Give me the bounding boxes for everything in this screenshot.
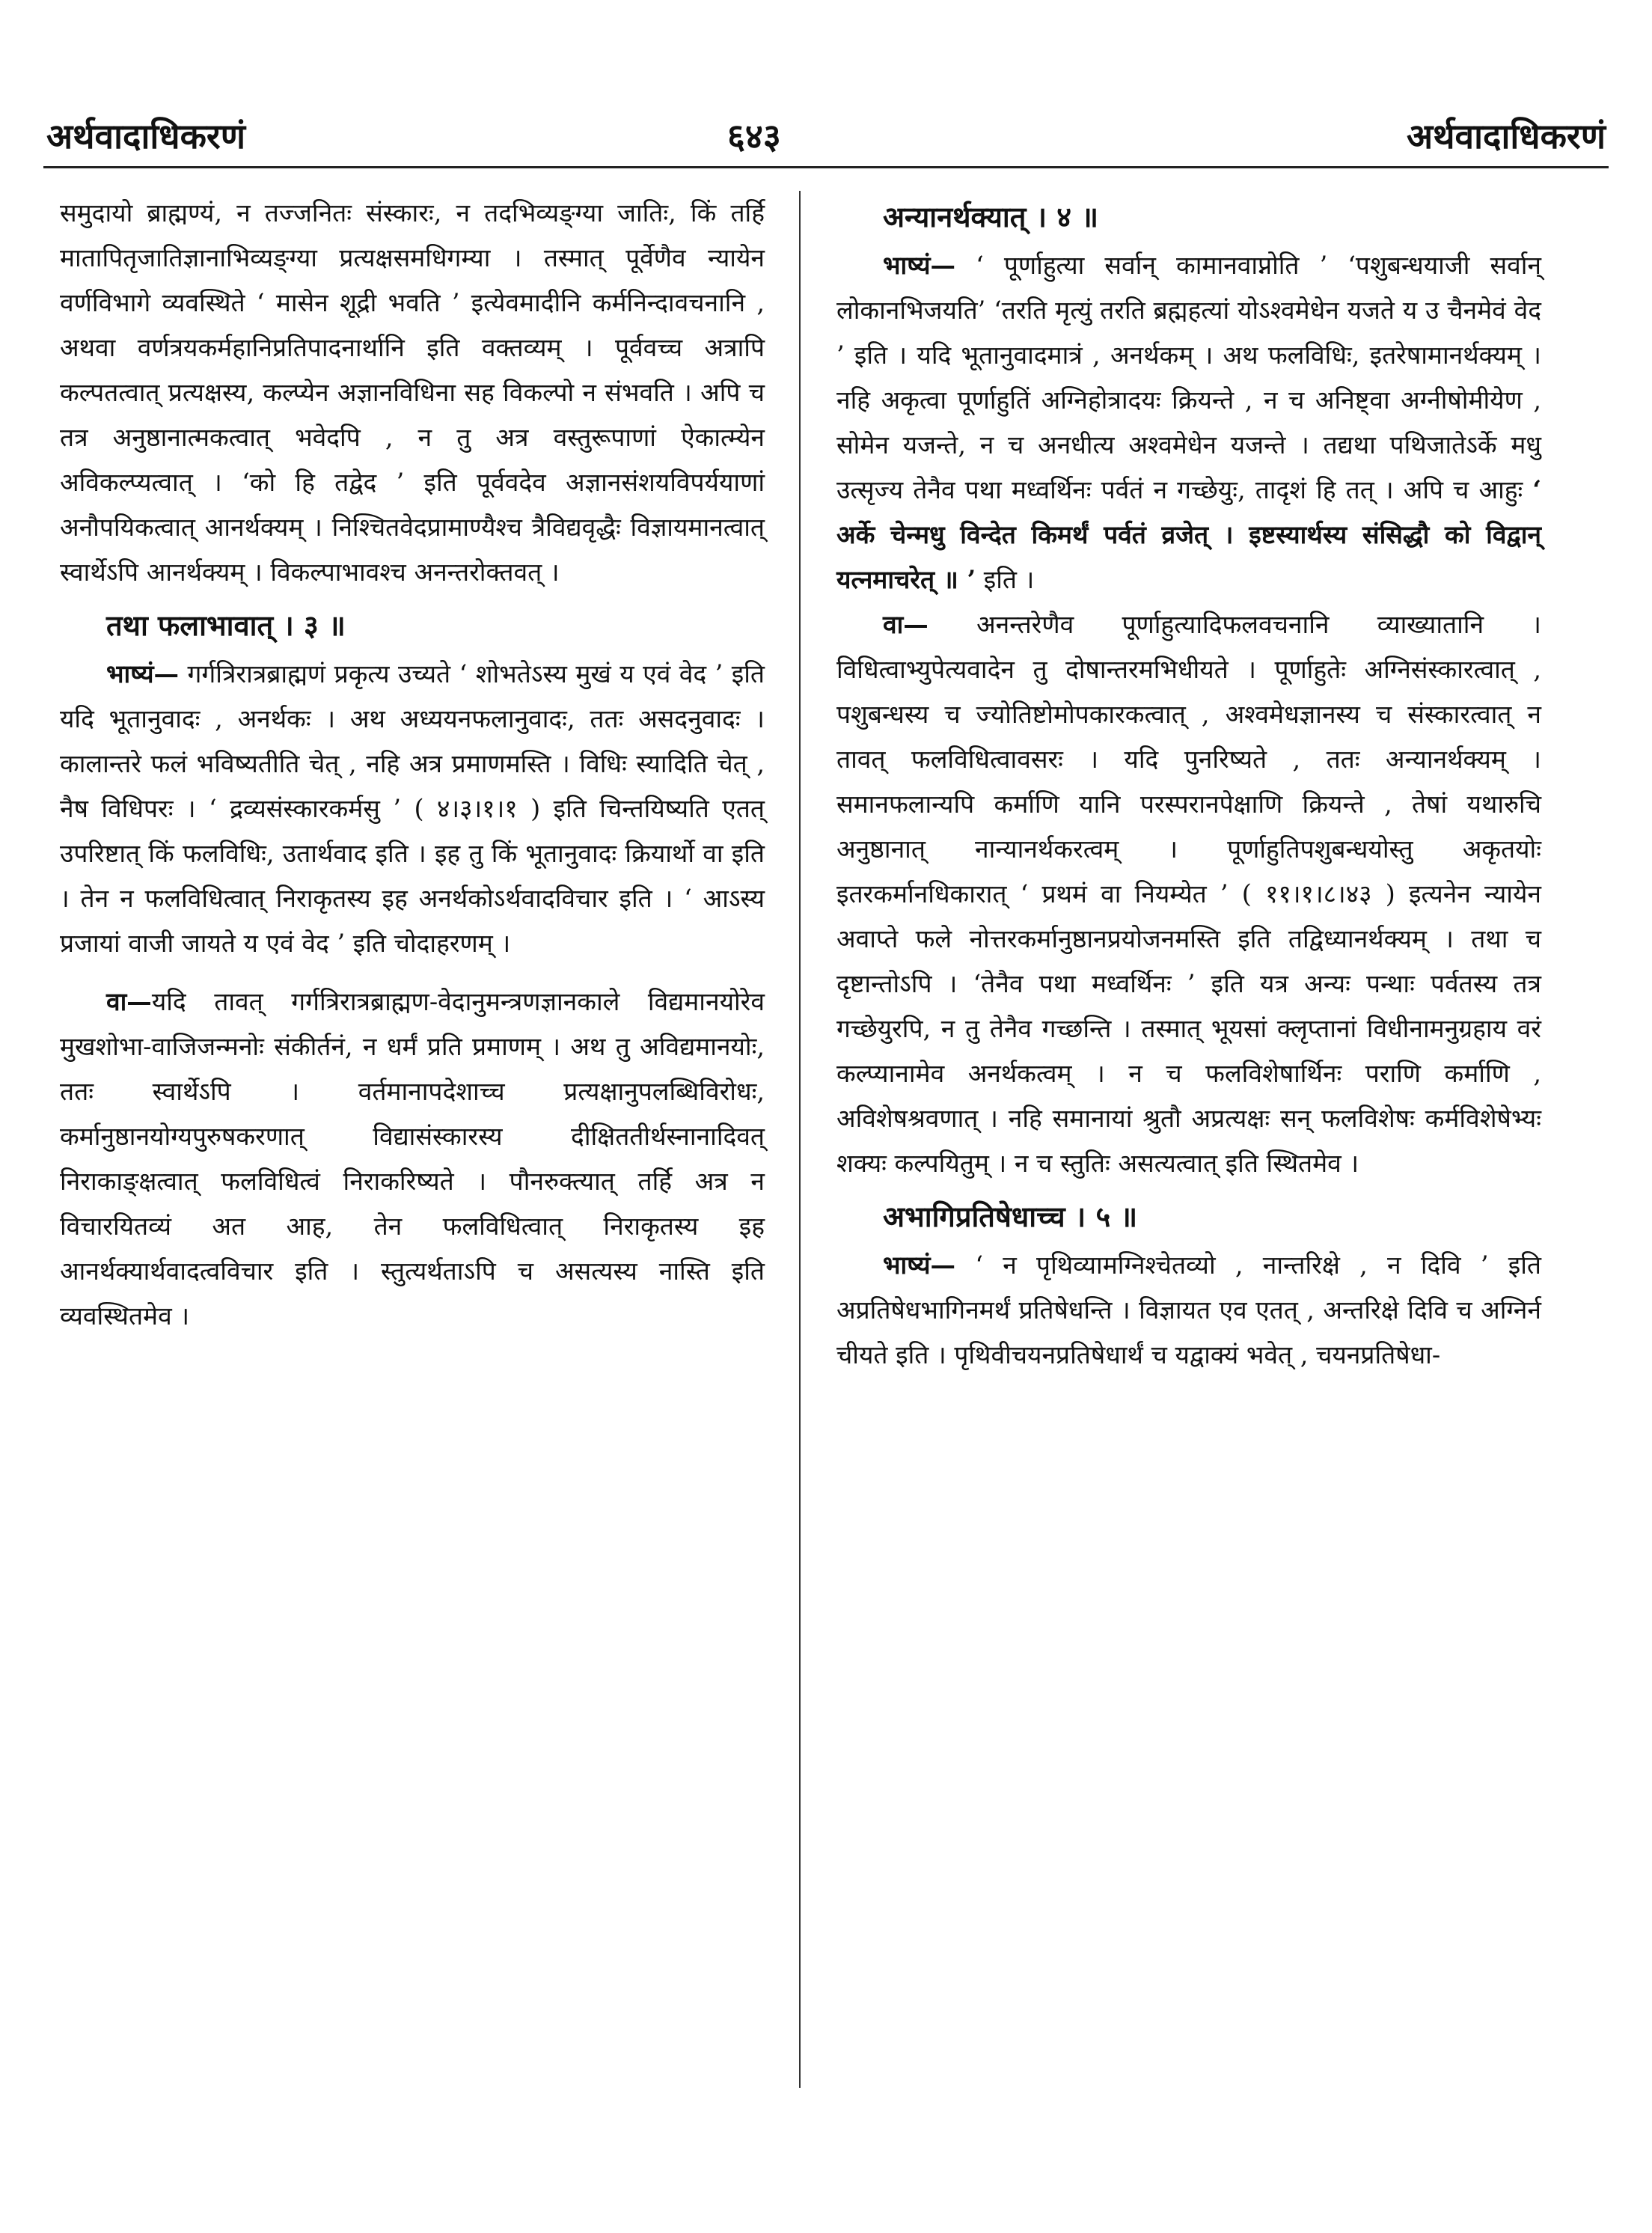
bhashya-label: भाष्यं—	[106, 659, 180, 688]
varttika-label: वा—	[106, 987, 152, 1016]
varttika-label: वा—	[883, 610, 929, 639]
sutra-heading-5: अभागिप्रतिषेधाच्च । ५ ॥	[883, 1200, 1138, 1233]
running-title-right: अर्थवादाधिकरणं	[1407, 116, 1606, 156]
continuation-paragraph: समुदायो ब्राह्मण्यं, न तज्जनितः संस्कारः, न तदभिव्यङ्ग्या जातिः, किं तर्हि मातापितृजातिज्ञानाभिव्यङ्ग्या प्रत्यक्षसमधिगम्या । तस्मात् पूर्वेणैव न्यायेन वर्णविभागे व्यवस्थिते ‘ मासेन शूद्री भवति ’ इत्येवमादीनि कर्मनिन्दावचनानि , अथवा वर्णत्रयकर्महानिप्रतिपादनार्थानि इति वक्तव्यम् । पूर्ववच्च अत्रापि कल्पतत्वात् प्रत्यक्षस्य, कल्प्येन अज्ञानविधिना सह विकल्पो न संभवति । अपि च तत्र अनुष्ठानात्मकत्वात् भवेदपि , न तु अत्र वस्तुरूपाणां ऐकात्म्येन अविकल्प्यत्वात् । ‘को हि तद्वेद ’ इति पूर्ववदेव अज्ञानसंशयविपर्ययाणां अनौपयिकत्वात् आनर्थक्यम् । निश्चितवेदप्रामाण्यैश्च त्रैविद्यवृद्धैः विज्ञायमानत्वात् स्वार्थेऽपि आनर्थक्यम् । विकल्पाभावश्च अनन्तरोक्तवत् ।	[60, 198, 765, 587]
bhashya-paragraph-4	[836, 243, 1541, 602]
left-column	[60, 191, 765, 1339]
varttika-paragraph-4	[836, 602, 1541, 1186]
bhashya-paragraph-3	[60, 652, 765, 966]
sutra-heading-3: तथा फलाभावात् । ३ ॥	[106, 608, 346, 642]
page-header	[46, 112, 1606, 165]
sutra-heading-4: अन्यानर्थक्यात् । ४ ॥	[883, 200, 1098, 233]
right-column	[836, 191, 1541, 1378]
column-divider	[799, 191, 801, 2088]
header-rule	[43, 166, 1609, 168]
bhashya-text: ‘ पूर्णाहुत्या सर्वान् कामानवाप्नोति ’ ‘पशुबन्धयाजी सर्वान् लोकानभिजयति’ ‘तरति मृत्युं तरति ब्रह्महत्यां योऽश्वमेधेन यजते य उ चैनमेवं वेद ’ इति । यदि भूतानुवादमात्रं , अनर्थकम् । अथ फलविधिः, इतरेषामानर्थक्यम् । नहि अकृत्वा पूर्णाहुतिं अग्निहोत्रादयः क्रियन्ते , न च अनिष्ट्वा अग्नीषोमीयेण , सोमेन यजन्ते, न च अनधीत्य अश्वमेधेन यजन्ते । तद्यथा पथिजातेऽर्के मधु उत्सृज्य तेनैव पथा मध्वर्थिनः पर्वतं न गच्छेयुः, तादृशं हि तत् । अपि च आहुः	[836, 251, 1541, 504]
running-title-left: अर्थवादाधिकरणं	[46, 116, 245, 156]
bhashya-text-end: इति ।	[976, 565, 1035, 594]
varttika-text: यदि तावत् गर्गत्रिरात्रब्राह्मण-वेदानुमन्त्रणज्ञानकाले विद्यमानयोरेव मुखशोभा-वाजिजन्मनोः संकीर्तनं, न धर्मं प्रति प्रमाणम् । अथ तु अविद्यमानयोः, ततः स्वार्थेऽपि । वर्तमानापदेशाच्च प्रत्यक्षानुपलब्धिविरोधः, कर्मानुष्ठानयोग्यपुरुषकरणात् विद्यासंस्कारस्य दीक्षिततीर्थस्नानादिवत् निराकाङ्क्षत्वात् फलविधित्वं निराकरिष्यते । पौनरुक्त्यात् तर्हि अत्र न विचारयितव्यं अत आह, तेन फलविधित्वात् निराकृतस्य इह आनर्थक्यार्थवादत्वविचार इति । स्तुत्यर्थताऽपि च असत्यस्य नास्ति इति व्यवस्थितमेव ।	[60, 987, 765, 1331]
paragraph-gap	[60, 966, 765, 980]
varttika-text: अनन्तरेणैव पूर्णाहुत्यादिफलवचनानि व्याख्यातानि । विधित्वाभ्युपेत्यवादेन तु दोषान्तरमभिधीयते । पूर्णाहुतेः अग्निसंस्कारत्वात् , पशुबन्धस्य च ज्योतिष्टोमोपकारकत्वात् , अश्वमेधज्ञानस्य च संस्कारत्वात् न तावत् फलविधित्वावसरः । यदि पुनरिष्यते , ततः अन्यानर्थक्यम् । समानफलान्यपि कर्माणि यानि परस्परानपेक्षाणि क्रियन्ते , तेषां यथारुचि अनुष्ठानात् नान्यानर्थकरत्वम् । पूर्णाहुतिपशुबन्धयोस्तु अकृतयोः इतरकर्मानधिकारात् ‘ प्रथमं वा नियम्येत ’ ( ११।१।८।४३ ) इत्यनेन न्यायेन अवाप्ते फले नोत्तरकर्मानुष्ठानप्रयोजनमस्ति इति तद्विध्यानर्थक्यम् । तथा च दृष्टान्तोऽपि । ‘तेनैव पथा मध्वर्थिनः ’ इति यत्र अन्यः पन्थाः पर्वतस्य तत्र गच्छेयुरपि, न तु तेनैव गच्छन्ति । तस्मात् भूयसां क्लृप्तानां विधीनामनुग्रहाय वरं कल्प्यानामेव अनर्थकत्वम् । न च फलविशेषार्थिनः पराणि कर्माणि , अविशेषश्रवणात् । नहि समानायां श्रुतौ अप्रत्यक्षः सन् फलविशेषः कर्मविशेषेभ्यः शक्यः कल्पयितुम् । न च स्तुतिः असत्यत्वात् इति स्थितमेव ।	[836, 610, 1541, 1178]
bhashya-paragraph-5	[836, 1243, 1541, 1378]
bhashya-text: गर्गत्रिरात्रब्राह्मणं प्रकृत्य उच्यते ‘ शोभतेऽस्य मुखं य एवं वेद ’ इति यदि भूतानुवादः , अनर्थकः । अथ अध्ययनफलानुवादः, ततः असदनुवादः । कालान्तरे फलं भविष्यतीति चेत् , नहि अत्र प्रमाणमस्ति । विधिः स्यादिति चेत् , नैष विधिपरः । ‘ द्रव्यसंस्कारकर्मसु ’ ( ४।३।१।१ ) इति चिन्तयिष्यति एतत् उपरिष्टात् किं फलविधिः, उतार्थवाद इति । इह तु किं भूतानुवादः क्रियार्थो वा इति । तेन न फलविधित्वात् निराकृतस्य इह अनर्थकोऽर्थवादविचार इति । ‘ आऽस्य प्रजायां वाजी जायते य एवं वेद ’ इति चोदाहरणम् ।	[60, 659, 765, 958]
varttika-paragraph-3	[60, 980, 765, 1339]
bhashya-label: भाष्यं—	[883, 1250, 956, 1280]
quoted-verse: ‘ अर्के चेन्मधु विन्देत किमर्थं पर्वतं व्रजेत् । इष्टस्यार्थस्य संसिद्धौ को विद्वान् यत्नमाचरेत् ॥ ’	[836, 475, 1541, 594]
bhashya-label: भाष्यं—	[883, 251, 956, 280]
bhashya-text: ‘ न पृथिव्यामग्निश्चेतव्यो , नान्तरिक्षे , न दिवि ’ इति अप्रतिषेधभागिनमर्थं प्रतिषेधन्ति । विज्ञायत एव एतत् , अन्तरिक्षे दिवि च अग्निर्न चीयते इति । पृथिवीचयनप्रतिषेधार्थं च यद्वाक्यं भवेत् , चयनप्रतिषेधा-	[836, 1250, 1541, 1369]
page-number: ६४३	[727, 116, 781, 156]
